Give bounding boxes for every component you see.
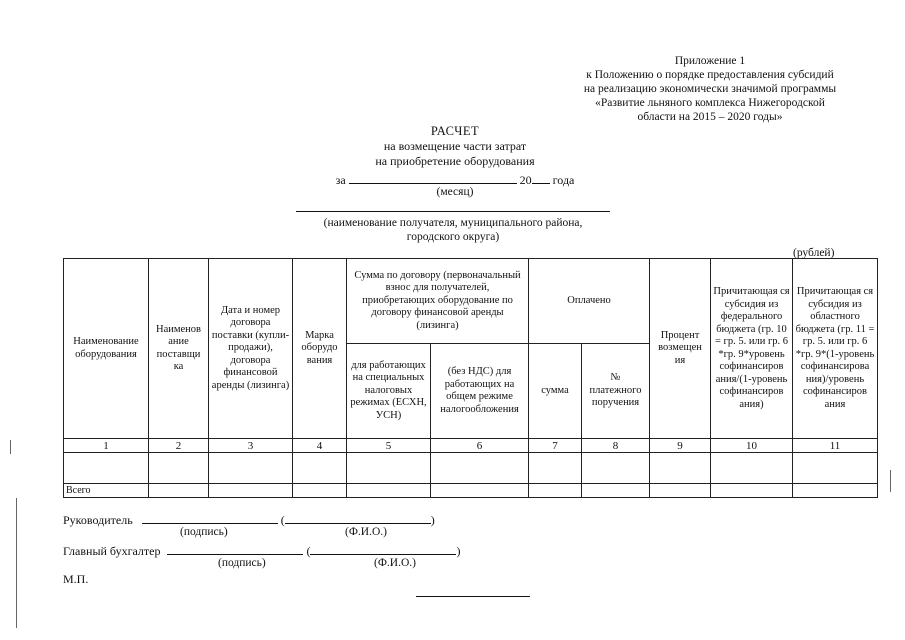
column-number: 10 (711, 439, 793, 453)
appendix-line-4: «Развитие льняного комплекса Нижегородской (595, 97, 825, 109)
head-sign-caption: (подпись) (180, 526, 228, 538)
head-signature-line: Руководитель ( ) (63, 513, 435, 527)
table-cell[interactable] (431, 484, 529, 498)
table-cell[interactable] (64, 453, 149, 484)
recipient-caption (296, 216, 610, 244)
title-line-1: РАСЧЕТ (430, 124, 480, 138)
month-caption: (месяц) (436, 186, 474, 198)
document-title (300, 124, 610, 169)
appendix-line-5: области на 2015 – 2020 годы» (637, 111, 783, 123)
table-cell[interactable] (431, 453, 529, 484)
col-contract-date-number: Дата и номер договора поставки (купли-продажи), договора финансовой аренды (лизинга) (209, 259, 293, 439)
accountant-signature-line: Главный бухгалтер ( ) (63, 544, 461, 558)
scan-margin-mark (890, 470, 891, 492)
head-signature-blank[interactable] (142, 512, 278, 524)
table-cell[interactable] (582, 453, 650, 484)
table-cell[interactable] (209, 453, 293, 484)
recipient-blank[interactable] (296, 211, 610, 212)
stamp-place: М.П. (63, 572, 89, 586)
accountant-signature-blank[interactable] (167, 543, 303, 555)
head-name-caption: (Ф.И.О.) (345, 526, 387, 538)
col-special-tax-regime: для работающих на специальных налоговых режимах (ЕСХН, УСН) (347, 344, 431, 439)
column-number: 5 (347, 439, 431, 453)
total-label: Всего (64, 484, 149, 498)
period-year-blank[interactable] (532, 172, 550, 184)
col-paid: Оплачено (529, 259, 650, 344)
scan-margin-mark (10, 440, 11, 454)
title-line-3: на приобретение оборудования (375, 154, 535, 168)
col-paid-sum: сумма (529, 344, 582, 439)
table-cell[interactable] (711, 484, 793, 498)
column-number: 4 (293, 439, 347, 453)
accountant-label: Главный бухгалтер (63, 544, 161, 558)
column-number: 11 (793, 439, 878, 453)
period-year-prefix: 20 (519, 173, 532, 187)
appendix-line-1: Приложение 1 (674, 55, 746, 67)
table-cell[interactable] (582, 484, 650, 498)
col-equipment-brand: Марка оборудо вания (293, 259, 347, 439)
appendix-line-3: на реализацию экономически значимой программы (583, 83, 837, 95)
col-contract-sum: Сумма по договору (первоначальный взнос для получателей, приобретающих оборудование по договору финансовой аренды (лизинга) (347, 259, 529, 344)
column-number: 2 (149, 439, 209, 453)
head-name-blank[interactable] (285, 512, 431, 524)
total-row (64, 484, 878, 498)
col-regional-subsidy: Причитающая ся субсидия из областного бюджета (гр. 11 = гр. 5. или гр. 6 *гр. 9*(1-уровень софинансирова ния)/уровень софинансиров ания (793, 259, 878, 439)
accountant-name-blank[interactable] (310, 543, 456, 555)
appendix-header (540, 54, 880, 124)
col-payment-order-number: № платежного поручения (582, 344, 650, 439)
column-number: 7 (529, 439, 582, 453)
table-row (64, 453, 878, 484)
column-number: 1 (64, 439, 149, 453)
table-cell[interactable] (529, 453, 582, 484)
column-number: 3 (209, 439, 293, 453)
period-month-blank[interactable] (349, 172, 517, 184)
table-cell[interactable] (711, 453, 793, 484)
head-label: Руководитель (63, 513, 133, 527)
recipient-line-2: городского округа) (406, 231, 500, 243)
col-general-tax-regime: (без НДС) для работающих на общем режиме налогообложения (431, 344, 529, 439)
header-row-1 (64, 259, 878, 344)
col-equipment-name: Наименование оборудования (64, 259, 149, 439)
footer-rule (416, 596, 530, 597)
units-label: (рублей) (793, 247, 835, 259)
table-cell[interactable] (293, 484, 347, 498)
accountant-sign-caption: (подпись) (218, 557, 266, 569)
table-cell[interactable] (650, 484, 711, 498)
col-federal-subsidy: Причитающая ся субсидия из федерального бюджета (гр. 10 = гр. 5. или гр. 6 *гр. 9*уровень софинансиров ания/(1-уровень софинансиров ания) (711, 259, 793, 439)
table-cell[interactable] (650, 453, 711, 484)
table-cell[interactable] (209, 484, 293, 498)
calculation-table (63, 258, 878, 498)
column-number: 8 (582, 439, 650, 453)
accountant-name-caption: (Ф.И.О.) (374, 557, 416, 569)
period-prefix: за (335, 173, 346, 187)
scan-margin-mark (16, 498, 17, 628)
column-numbers-row (64, 439, 878, 453)
period-suffix: года (552, 173, 575, 187)
col-supplier-name: Наименов ание поставщи ка (149, 259, 209, 439)
table-cell[interactable] (149, 453, 209, 484)
table-cell[interactable] (529, 484, 582, 498)
recipient-line-1: (наименование получателя, муниципального района, (323, 217, 583, 229)
table-cell[interactable] (347, 484, 431, 498)
column-number: 9 (650, 439, 711, 453)
table-cell[interactable] (347, 453, 431, 484)
table-cell[interactable] (293, 453, 347, 484)
table-cell[interactable] (793, 484, 878, 498)
table-cell[interactable] (149, 484, 209, 498)
title-line-2: на возмещение части затрат (383, 139, 527, 153)
appendix-line-2: к Положению о порядке предоставления субсидий (586, 69, 834, 81)
column-number: 6 (431, 439, 529, 453)
table-cell[interactable] (793, 453, 878, 484)
col-reimbursement-percent: Процент возмещен ия (650, 259, 711, 439)
